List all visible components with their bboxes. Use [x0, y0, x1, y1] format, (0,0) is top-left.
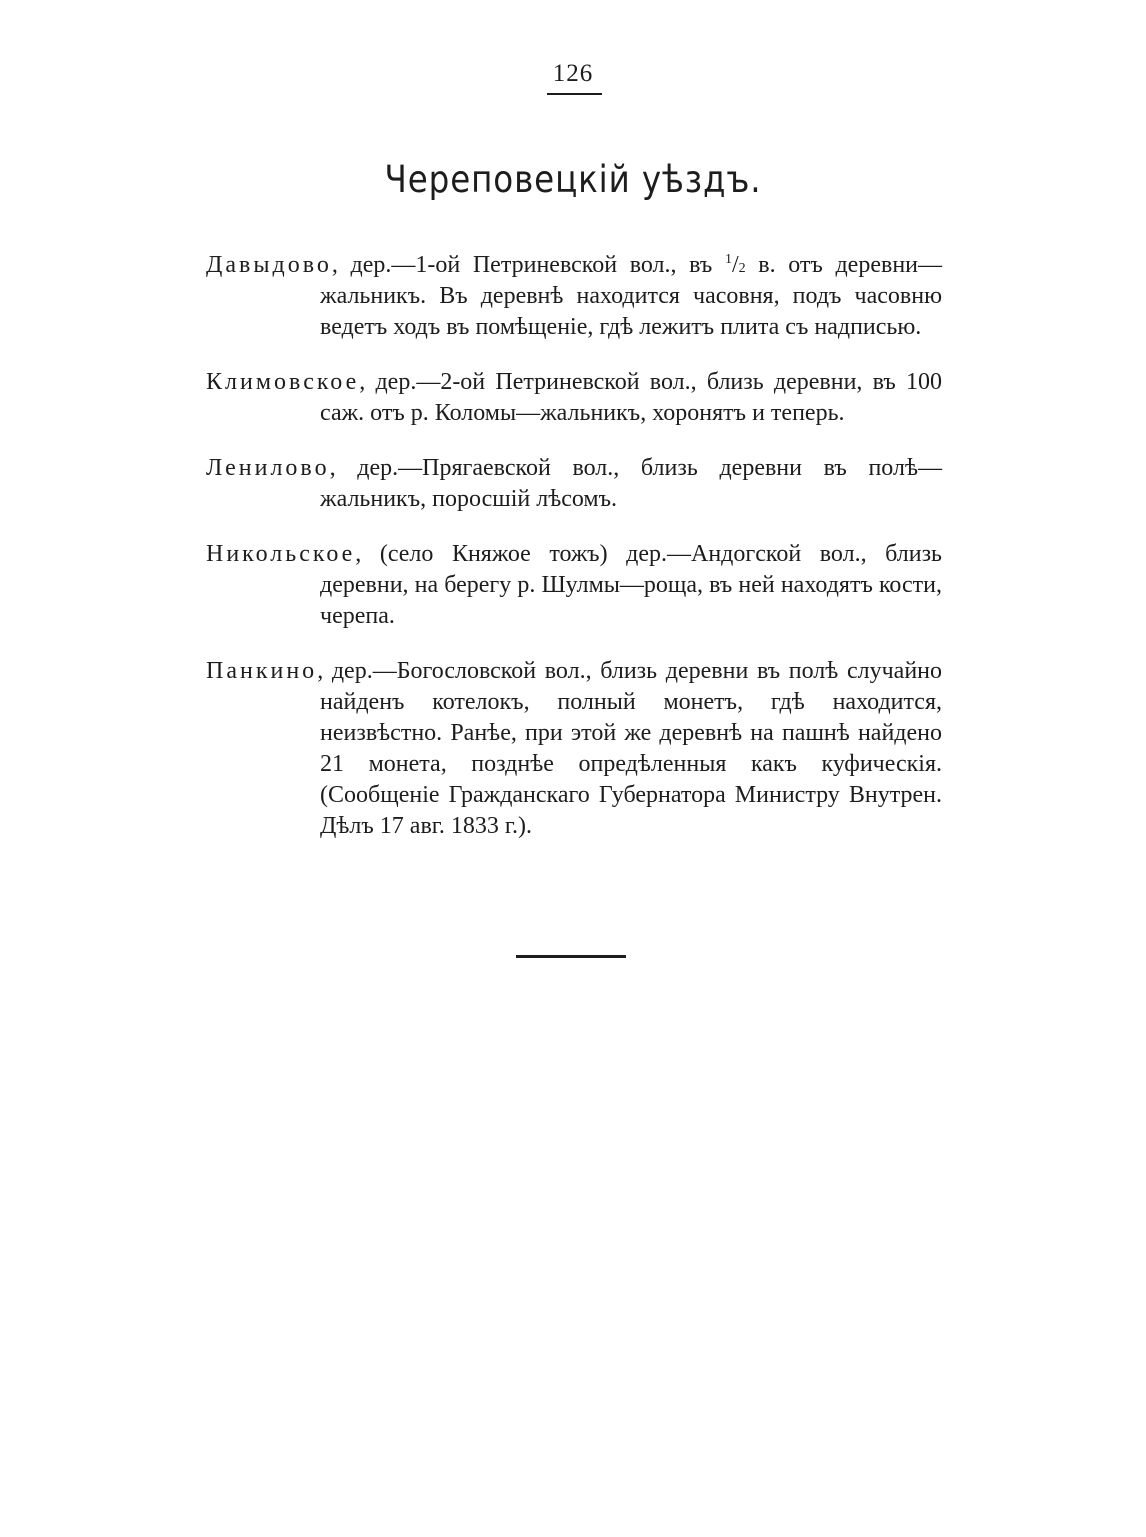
- fraction-slash: /: [731, 252, 739, 278]
- entry-text: , дер.—2-ой Петриневской вол., близь деревни, въ 100 саж. отъ р. Коломы—жальникъ, хоронятъ и теперь.: [320, 369, 942, 426]
- page-number: 126: [552, 60, 594, 87]
- entry-lenilovo: [206, 453, 942, 515]
- entry-text: , (село Княжое тожъ) дер.—Андогской вол., близь деревни, на берегу р. Шулмы—роща, въ ней находятъ кости, черепа.: [320, 541, 942, 629]
- page-number-underline: [547, 93, 602, 95]
- fraction-numerator: 1: [724, 252, 732, 267]
- entry-davydovo: [206, 250, 942, 343]
- entry-text: , дер.—Богословской вол., близь деревни въ полѣ случайно найденъ котелокъ, полный монетъ, гдѣ находится, неизвѣстно. Ранѣе, при этой же деревнѣ на пашнѣ найдено 21 монета, позднѣе опредѣленныя какъ куфическія. (Сообщеніе Гражданскаго Губернатора Министру Внутрен. Дѣлъ 17 авг. 1833 г.).: [317, 658, 942, 839]
- entries-list: [206, 226, 942, 864]
- section-title: Череповецкій уѣздъ.: [384, 158, 762, 201]
- entry-text: , дер.—Прягаевской вол., близь деревни въ полѣ—жальникъ, поросшій лѣсомъ.: [320, 455, 942, 512]
- entry-klimovskoe: [206, 367, 942, 429]
- fraction: [725, 252, 746, 278]
- entry-name: Никольское: [206, 541, 356, 567]
- fraction-denominator: 2: [738, 261, 746, 276]
- section-end-rule: [516, 955, 626, 958]
- entry-name: Климовское: [206, 369, 360, 395]
- entry-nikolskoe: [206, 539, 942, 632]
- entry-name: Панкино: [206, 658, 318, 684]
- entry-text: в. отъ деревни—жальникъ. Въ деревнѣ находится часовня, подъ часовню ведетъ ходъ въ помѣщеніе, гдѣ лежитъ плита съ надписью.: [320, 252, 943, 340]
- entry-pankino: [206, 656, 942, 842]
- entry-text: , дер.—1-ой Петриневской вол., въ: [331, 252, 725, 278]
- entry-name: Ленилово: [206, 455, 330, 481]
- entry-name: Давыдово: [206, 252, 332, 278]
